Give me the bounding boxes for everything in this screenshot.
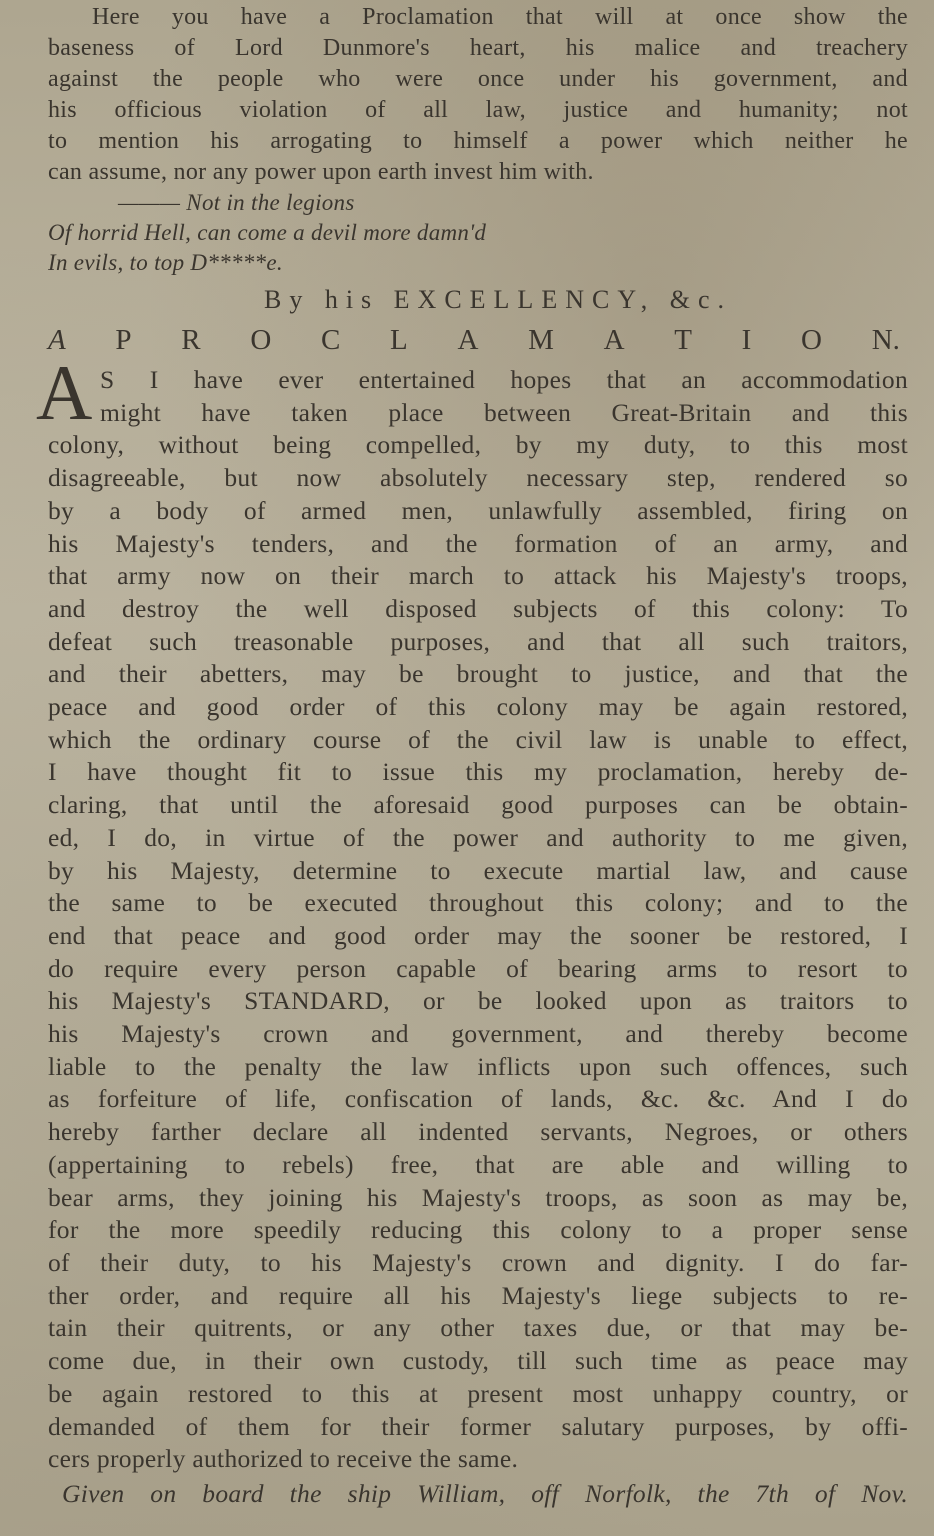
body-line: disagreeable, but now absolutely necessary step, rendered so [48,463,908,493]
body-line: be again restored to this at present most unhappy country, or [48,1378,908,1408]
verse-quotation [48,188,908,278]
proclamation-title-letter: M [528,324,554,356]
verse-line: In evils, to top D*****e. [48,250,283,275]
body-line: the same to be executed throughout this colony; and to the [48,888,908,918]
verse-line: ——— Not in the legions [118,190,355,215]
body-line: liable to the penalty the law inflicts upon such offences, such [48,1051,908,1081]
intro-line: can assume, nor any power upon earth invest him with. [48,159,594,185]
body-line: cers properly authorized to receive the same. [48,1444,519,1474]
body-line: that army now on their march to attack his Majesty's troops, [48,561,908,591]
proclamation-title-letter: I [741,324,752,356]
intro-paragraph [48,2,908,188]
body-line: ed, I do, in virtue of the power and authority to me given, [48,822,908,852]
body-line: by a body of armed men, unlawfully assembled, firing on [48,495,908,525]
body-line: of their duty, to his Majesty's crown and dignity. I do far- [48,1247,908,1277]
body-line: by his Majesty, determine to execute martial law, and cause [48,855,908,885]
body-line: colony, without being compelled, by my duty, to this most [48,430,908,460]
intro-line: baseness of Lord Dunmore's heart, his malice and treachery [48,35,908,61]
proclamation-title [48,320,908,360]
body-line: which the ordinary course of the civil law is unable to effect, [48,724,908,754]
body-line: end that peace and good order may the sooner be restored, I [48,920,908,950]
intro-line: Here you have a Proclamation that will at once show the [92,4,908,30]
intro-line: against the people who were once under his government, and [48,66,908,92]
byline-heading: By his EXCELLENCY, &c. [263,285,733,314]
body-line: his Majesty's tenders, and the formation of an army, and [48,528,908,558]
body-line: demanded of them for their former salutary purposes, by offi- [48,1411,908,1441]
drop-cap-block [36,349,908,436]
body-line: come due, in their own custody, till such time as peace may [48,1346,908,1376]
body-line: as forfeiture of life, confiscation of lands, &c. &c. And I do [48,1084,908,1114]
proclamation-title-letter: R [181,324,201,356]
proclamation-title-letter: L [390,324,408,356]
body-line: bear arms, they joining his Majesty's troops, as soon as may be, [48,1182,908,1212]
intro-line: his officious violation of all law, justice and humanity; not [48,97,908,123]
body-line: hereby farther declare all indented servants, Negroes, or others [48,1117,908,1147]
body-line: defeat such treasonable purposes, and that all such traitors, [48,626,908,656]
proclamation-body [36,349,908,1476]
proclamation-title-letter: O [801,324,822,356]
body-line: tain their quitrents, or any other taxes due, or that may be- [48,1313,908,1343]
given-text: Given on board the ship William, off Norfolk, the 7th of Nov. [62,1478,908,1508]
proclamation-title-letter: O [250,324,272,356]
proclamation-title-letter: P [115,324,132,356]
body-line: claring, that until the aforesaid good purposes can be obtain- [48,790,908,820]
body-line: peace and good order of this colony may be again restored, [48,692,908,722]
intro-line: to mention his arrogating to himself a power which neither he [48,128,908,154]
body-line: and their abetters, may be brought to justice, and that the [48,659,908,689]
body-line: S I have ever entertained hopes that an accommodation [100,365,908,394]
body-line: his Majesty's STANDARD, or be looked upon as traitors to [48,986,908,1016]
proclamation-title-letter: C [320,324,341,356]
proclamation-title-letter: A [457,324,479,356]
proclamation-title-letter: A [603,324,625,356]
body-line: his Majesty's crown and government, and thereby become [48,1019,908,1049]
drop-cap: A [36,349,93,436]
given-line [48,1478,908,1511]
verse-line: Of horrid Hell, can come a devil more damn'd [48,220,487,245]
body-line: and destroy the well disposed subjects of this colony: To [48,593,908,623]
proclamation-title-letter: T [674,324,692,356]
body-line: do require every person capable of bearing arms to resort to [48,953,908,983]
body-line: for the more speedily reducing this colony to a proper sense [48,1215,908,1245]
body-line: ther order, and require all his Majesty's liege subjects to re- [48,1280,908,1310]
body-line: might have taken place between Great-Britain and this [100,397,908,427]
proclamation-title-letter: A [48,324,66,356]
body-line: (appertaining to rebels) free, that are able and willing to [48,1149,908,1179]
body-line: I have thought fit to issue this my proclamation, hereby de- [48,757,908,787]
proclamation-title-letter: N. [871,324,900,356]
